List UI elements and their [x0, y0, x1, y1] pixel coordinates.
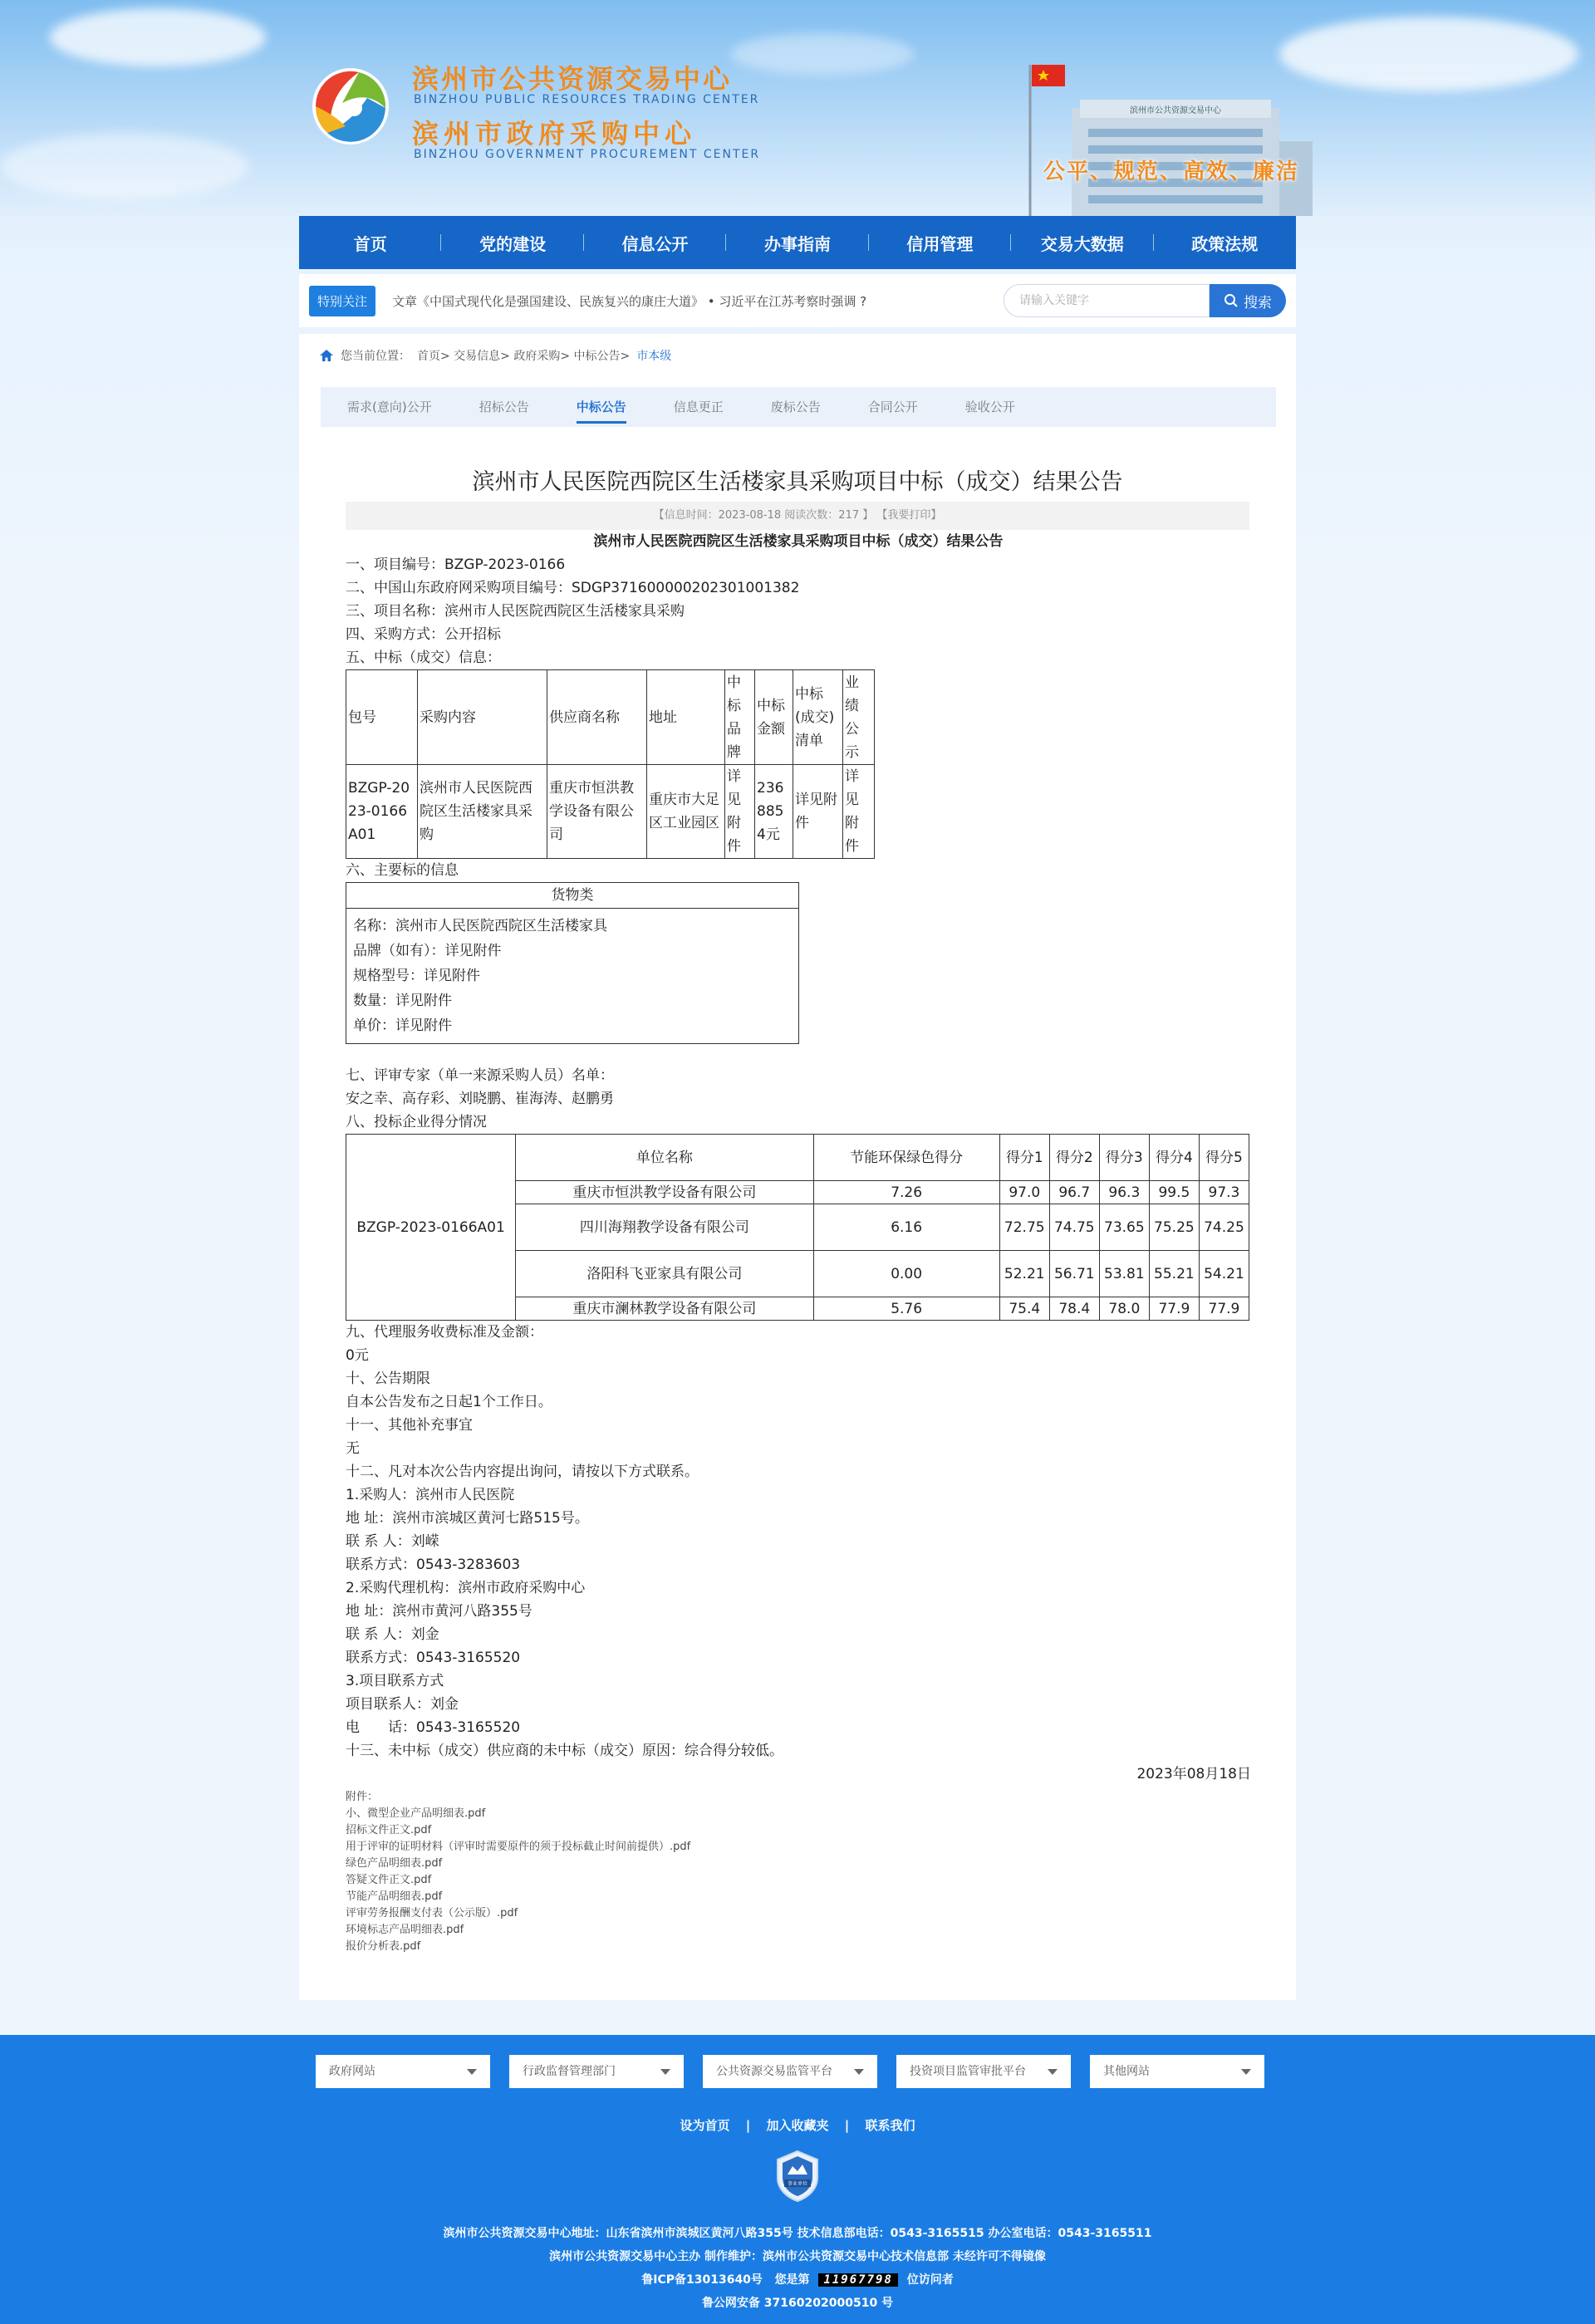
search-button[interactable]: [1210, 284, 1286, 317]
award-table: [346, 669, 875, 859]
table-cell: 重庆市恒洪教学设备有限公司: [516, 1181, 813, 1204]
article-meta[interactable]: 【信息时间：2023-08-18 阅读次数：217 】 【我要打印】: [346, 502, 1249, 530]
table-row: [346, 765, 875, 859]
table-header: 包号: [346, 670, 418, 765]
table-cell: 四川海翔教学设备有限公司: [516, 1204, 813, 1251]
attachment-link[interactable]: 用于评审的证明材料（评审时需要原件的须于投标截止时间前提供）.pdf: [346, 1841, 691, 1853]
tab-award-notice[interactable]: 中标公告: [550, 387, 647, 427]
goods-line: 规格型号：详见附件: [353, 968, 480, 984]
text-line: 十一、其他补充事宜: [346, 1417, 473, 1434]
table-cell: 96.7: [1049, 1181, 1099, 1204]
table-cell: 详见附件: [843, 765, 875, 859]
attachment-link[interactable]: 环境标志产品明细表.pdf: [346, 1924, 464, 1936]
nav-trading-big-data[interactable]: 交易大数据: [1011, 216, 1153, 269]
table-cell: 详见附件: [725, 765, 755, 859]
table-header: 得分5: [1199, 1135, 1249, 1181]
select-investment-platforms[interactable]: 投资项目监管审批平台: [896, 2055, 1071, 2088]
search-input[interactable]: 请输入关键字: [1004, 284, 1210, 317]
footer-links: [0, 2116, 1595, 2134]
tab-acceptance[interactable]: 验收公开: [964, 400, 1015, 414]
table-header: 中标品牌: [725, 670, 755, 765]
tab-contract[interactable]: 合同公开: [867, 400, 918, 414]
public-institution-badge-icon[interactable]: [774, 2150, 821, 2203]
publish-date: 2023年08月18日: [1136, 1766, 1251, 1782]
tab-tender-notice[interactable]: 招标公告: [478, 400, 529, 414]
link-separator: |: [844, 2118, 850, 2133]
table-cell: 99.5: [1149, 1181, 1199, 1204]
footer-icp-visitor: [0, 2271, 1595, 2287]
table-header: 业绩公示: [843, 670, 875, 765]
table-cell: 75.25: [1149, 1204, 1199, 1251]
table-header: 得分1: [999, 1135, 1049, 1181]
visitor-prefix: 您是第: [774, 2273, 810, 2287]
table-cell: 滨州市人民医院西院区生活楼家具采购: [418, 765, 547, 859]
text-line: 电 话：0543-3165520: [346, 1719, 521, 1736]
table-cell: 97.0: [999, 1181, 1049, 1204]
table-cell: 52.21: [999, 1251, 1049, 1297]
text-line: 十二、凡对本次公告内容提出询问，请按以下方式联系。: [346, 1464, 699, 1480]
contact-us-link[interactable]: 联系我们: [865, 2118, 915, 2133]
badge-text: 事业单位: [787, 2181, 808, 2187]
select-trading-platforms[interactable]: 公共资源交易监管平台: [703, 2055, 877, 2088]
news-ticker[interactable]: 文章《中国式现代化是强国建设、民族复兴的康庄大道》 • 习近平在江苏考察时强调 ?: [392, 293, 867, 309]
select-gov-sites[interactable]: 政府网站: [316, 2055, 490, 2088]
attachment-link[interactable]: 报价分析表.pdf: [346, 1940, 421, 1953]
goods-line: 单价：详见附件: [353, 1017, 452, 1034]
text-line: 地 址：滨州市滨城区黄河七路515号。: [346, 1510, 589, 1527]
table-cell: 73.65: [1099, 1204, 1149, 1251]
select-admin-depts[interactable]: 行政监督管理部门: [509, 2055, 684, 2088]
table-cell: 重庆市大足区工业园区: [647, 765, 725, 859]
icp-number[interactable]: 鲁ICP备13013640号: [641, 2273, 763, 2287]
text-line: 0元: [346, 1347, 369, 1364]
package-no: BZGP-2023-0166A01: [346, 1135, 516, 1321]
table-header: 采购内容: [418, 670, 547, 765]
table-cell: 53.81: [1099, 1251, 1149, 1297]
notice-bar: [299, 274, 1296, 327]
table-cell: 96.3: [1099, 1181, 1149, 1204]
site-title-en-2: BINZHOU GOVERNMENT PROCUREMENT CENTER: [414, 148, 761, 161]
text-line: 1.采购人：滨州市人民医院: [346, 1487, 515, 1503]
goods-header: 货物类: [346, 883, 798, 909]
attachment-link[interactable]: 评审劳务报酬支付表（公示版）.pdf: [346, 1907, 518, 1920]
table-cell: 5.76: [813, 1297, 999, 1321]
building-illustration: [964, 50, 1313, 216]
attachments-label: 附件：: [346, 1791, 379, 1803]
special-focus-tag: 特别关注: [309, 286, 375, 316]
search-button-label: 搜索: [1244, 294, 1272, 311]
site-header: [0, 0, 1595, 216]
visitor-counter: 11967798: [818, 2273, 897, 2287]
article-sub-title: 滨州市人民医院西院区生活楼家具采购项目中标（成交）结果公告: [593, 533, 1004, 550]
add-favorites-link[interactable]: 加入收藏夹: [766, 2118, 829, 2133]
table-cell: 54.21: [1199, 1251, 1249, 1297]
attachment-link[interactable]: 答疑文件正文.pdf: [346, 1874, 432, 1886]
nav-credit-management[interactable]: 信用管理: [869, 216, 1011, 269]
line-project-no: 一、项目编号：BZGP-2023-0166: [346, 556, 566, 573]
police-record[interactable]: 鲁公网安备 37160202000510 号: [701, 2297, 894, 2310]
site-logo[interactable]: [309, 65, 392, 148]
text-line: 3.项目联系方式: [346, 1673, 444, 1689]
footer-link-selects: [316, 2055, 1264, 2088]
text-line: 项目联系人：刘金: [346, 1696, 459, 1713]
footer-host: 滨州市公共资源交易中心主办 制作维护：滨州市公共资源交易中心技术信息部 未经许可不得镜像: [549, 2250, 1046, 2263]
section-8-heading: 八、投标企业得分情况: [346, 1114, 487, 1130]
table-cell: 洛阳科飞亚家具有限公司: [516, 1251, 813, 1297]
tab-demand-notice[interactable]: 需求(意向)公开: [347, 400, 432, 414]
table-cell: BZGP-2023-0166A01: [346, 765, 418, 859]
table-header: 地址: [647, 670, 725, 765]
text-line: 无: [346, 1440, 360, 1457]
goods-line: 数量：详见附件: [353, 993, 452, 1009]
table-cell: 78.4: [1049, 1297, 1099, 1321]
site-title-en-1: BINZHOU PUBLIC RESOURCES TRADING CENTER: [414, 93, 760, 106]
attachments: [346, 1789, 1251, 1955]
table-header: 中标金额: [755, 670, 793, 765]
table-cell: 74.25: [1199, 1204, 1249, 1251]
table-header: 节能环保绿色得分: [813, 1135, 999, 1181]
section-7-heading: 七、评审专家（单一来源采购人员）名单：: [346, 1067, 614, 1084]
nav-home[interactable]: 首页: [299, 216, 441, 269]
table-header: 得分4: [1149, 1135, 1199, 1181]
table-cell: 97.3: [1199, 1181, 1249, 1204]
table-cell: 2368854元: [755, 765, 793, 859]
site-title-cn-1: 滨州市公共资源交易中心: [412, 63, 733, 95]
contact-section: [346, 1321, 1251, 1763]
building-sign: 滨州市公共资源交易中心: [1130, 106, 1221, 115]
table-cell: 74.75: [1049, 1204, 1099, 1251]
slogan: 公平、规范、高效、廉洁: [1043, 159, 1300, 184]
nav-policies[interactable]: 政策法规: [1191, 233, 1259, 254]
goods-line: 品牌（如有）：详见附件: [353, 943, 502, 959]
table-header: 得分2: [1049, 1135, 1099, 1181]
breadcrumb: [319, 347, 671, 364]
category-tabs: [321, 387, 1276, 427]
select-other-sites[interactable]: 其他网站: [1090, 2055, 1264, 2088]
text-line: 联系方式：0543-3165520: [346, 1650, 521, 1666]
table-cell: 77.9: [1199, 1297, 1249, 1321]
goods-box: [346, 882, 799, 1044]
footer-address: 滨州市公共资源交易中心地址：山东省滨州市滨城区黄河八路355号 技术信息部电话：0543-3165515 办公室电话：0543-3165511: [443, 2227, 1152, 2240]
breadcrumb-path[interactable]: 首页> 交易信息> 政府采购> 中标公告>: [417, 350, 631, 363]
line-sdgp-no: 二、中国山东政府网采购项目编号：SDGP371600000202301001382: [346, 580, 800, 596]
table-cell: 详见附件: [793, 765, 843, 859]
table-cell: 72.75: [999, 1204, 1049, 1251]
text-line: 联 系 人：刘嵘: [346, 1533, 439, 1550]
home-icon: [319, 349, 334, 362]
nav-party-building[interactable]: 党的建设: [441, 216, 583, 269]
set-homepage-link[interactable]: 设为首页: [680, 2118, 730, 2133]
table-cell: 77.9: [1149, 1297, 1199, 1321]
attachment-link[interactable]: 节能产品明细表.pdf: [346, 1890, 443, 1903]
link-separator: |: [745, 2118, 751, 2133]
attachment-link[interactable]: 绿色产品明细表.pdf: [346, 1857, 443, 1870]
search-icon: [1224, 293, 1239, 308]
experts-list: 安之幸、高存彩、刘晓鹏、崔海涛、赵鹏勇: [346, 1091, 614, 1107]
table-cell: 重庆市恒洪教学设备有限公司: [547, 765, 647, 859]
text-line: 自本公告发布之日起1个工作日。: [346, 1394, 552, 1410]
tab-correction[interactable]: 信息更正: [673, 400, 724, 414]
attachment-link[interactable]: 小、微型企业产品明细表.pdf: [346, 1807, 486, 1820]
visitor-suffix: 位访问者: [906, 2273, 954, 2287]
line-project-name: 三、项目名称：滨州市人民医院西院区生活楼家具采购: [346, 603, 685, 620]
table-cell: 重庆市澜林教学设备有限公司: [516, 1297, 813, 1321]
breadcrumb-prefix: 您当前位置：: [341, 350, 410, 363]
text-line: 联系方式：0543-3283603: [346, 1557, 521, 1573]
table-cell: 75.4: [999, 1297, 1049, 1321]
table-cell: 7.26: [813, 1181, 999, 1204]
text-line: 九、代理服务收费标准及金额：: [346, 1324, 543, 1341]
table-header: 得分3: [1099, 1135, 1149, 1181]
main-content: [299, 334, 1296, 2000]
table-cell: 6.16: [813, 1204, 999, 1251]
goods-line: 名称：滨州市人民医院西院区生活楼家具: [353, 918, 607, 934]
text-line: 2.采购代理机构：滨州市政府采购中心: [346, 1580, 586, 1596]
nav-service-guide[interactable]: 办事指南: [726, 216, 868, 269]
article-title: 滨州市人民医院西院区生活楼家具采购项目中标（成交）结果公告: [472, 469, 1123, 495]
table-cell: 56.71: [1049, 1251, 1099, 1297]
site-footer: [0, 2035, 1595, 2324]
table-header: 中标(成交)清单: [793, 670, 843, 765]
table-cell: 55.21: [1149, 1251, 1199, 1297]
text-line: 地 址：滨州市黄河八路355号: [346, 1603, 532, 1620]
table-header: 单位名称: [516, 1135, 813, 1181]
line-award-info: 五、中标（成交）信息：: [346, 650, 501, 666]
main-nav: [299, 216, 1296, 269]
nav-info-disclosure[interactable]: 信息公开: [584, 216, 726, 269]
attachment-link[interactable]: 招标文件正文.pdf: [346, 1824, 432, 1836]
text-line: 十三、未中标（成交）供应商的未中标（成交）原因：综合得分较低。: [346, 1743, 783, 1759]
table-header: 供应商名称: [547, 670, 647, 765]
article-body: [346, 530, 1251, 1955]
tab-failed-tender[interactable]: 废标公告: [770, 400, 821, 414]
line-method: 四、采购方式：公开招标: [346, 626, 501, 643]
section-6-heading: 六、主要标的信息: [346, 862, 459, 879]
score-table: [346, 1134, 1249, 1321]
text-line: 十、公告期限: [346, 1370, 430, 1387]
text-line: 联 系 人：刘金: [346, 1626, 439, 1643]
site-title-cn-2: 滨州市政府采购中心: [412, 118, 697, 150]
breadcrumb-current[interactable]: 市本级: [636, 350, 672, 363]
table-cell: 78.0: [1099, 1297, 1149, 1321]
table-cell: 0.00: [813, 1251, 999, 1297]
